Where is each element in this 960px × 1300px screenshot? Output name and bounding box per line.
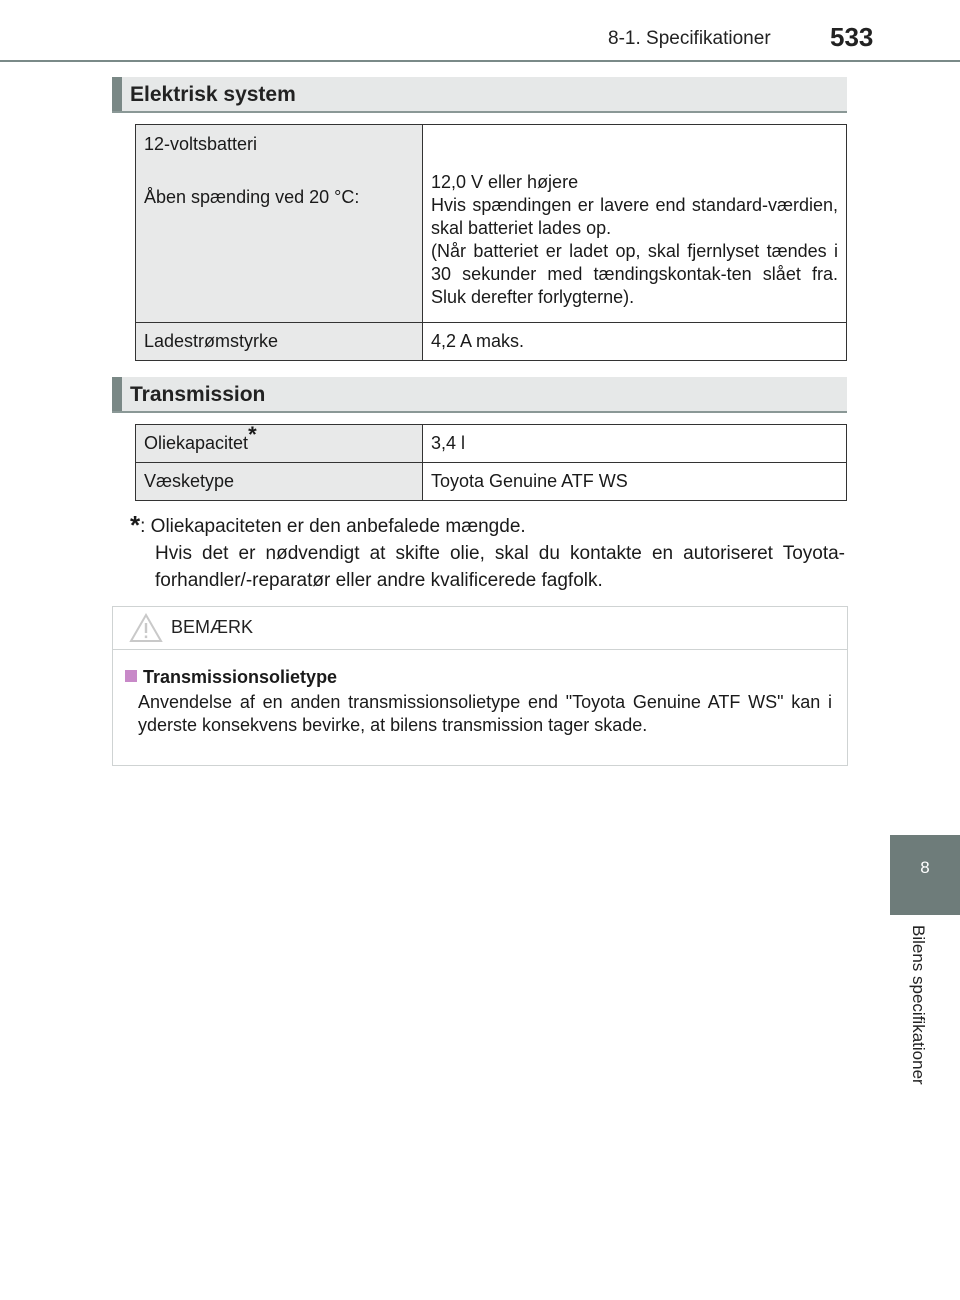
table-row <box>136 463 847 501</box>
electrical-section-header <box>112 77 847 113</box>
bullet-square-icon <box>125 670 137 682</box>
transmission-spec-table <box>135 424 847 501</box>
table-row <box>136 425 847 463</box>
charge-current-value: 4,2 A maks. <box>423 323 847 361</box>
battery-charge-note: Hvis spændingen er lavere end standard-værdien, skal batteriet lades op. <box>431 195 838 238</box>
warning-triangle-icon <box>129 613 163 643</box>
table-row <box>136 323 847 361</box>
battery-key-cell <box>136 125 423 323</box>
chapter-title-vertical: Bilens specifikationer <box>909 925 928 1085</box>
notice-subtitle-text: Transmissionsolietype <box>143 667 338 687</box>
open-voltage-label: Åben spænding ved 20 °C: <box>144 187 360 207</box>
notice-header <box>113 607 847 650</box>
footnote <box>130 512 845 594</box>
battery-value-cell <box>423 125 847 323</box>
charge-current-key: Ladestrømstyrke <box>136 323 423 361</box>
battery-voltage-value: 12,0 V eller højere <box>431 172 579 192</box>
footnote-marker: * <box>248 422 257 447</box>
transmission-section-header <box>112 377 847 413</box>
page-number: 533 <box>830 22 874 52</box>
transmission-section-title: Transmission <box>130 383 266 406</box>
oil-capacity-key: Oliekapacitet <box>144 433 249 453</box>
electrical-section-title: Elektrisk system <box>130 83 296 106</box>
section-accent-bar <box>112 77 122 111</box>
oil-capacity-value: 3,4 l <box>423 425 847 463</box>
fluid-type-key: Væsketype <box>136 463 423 501</box>
section-title: 8-1. Specifikationer <box>608 28 771 49</box>
table-row <box>136 125 847 323</box>
notice-label: BEMÆRK <box>171 617 254 637</box>
battery-highbeam-note: (Når batteriet er ladet op, skal fjernlyset tændes i 30 sekunder med tændingskontak-ten slået fra. Sluk derefter forlygterne). <box>431 241 838 307</box>
header-divider <box>0 60 960 62</box>
notice-body: Anvendelse af en anden transmissionsolietype end "Toyota Genuine ATF WS" kan i yderste konsekvens bevirke, at bilens transmission tager skade. <box>138 692 832 735</box>
footnote-star: * <box>130 510 141 540</box>
notice-subtitle <box>125 667 337 688</box>
electrical-spec-table <box>135 124 847 361</box>
battery-label: 12-voltsbatteri <box>144 134 258 154</box>
oil-capacity-key-cell <box>136 422 423 463</box>
footnote-line1: : Oliekapaciteten er den anbefalede mængde. <box>140 516 526 537</box>
notice-box <box>112 606 848 766</box>
footnote-line2: Hvis det er nødvendigt at skifte olie, skal du kontakte en autoriseret Toyota-forhandler/-reparatør eller andre kvalificerede fagfolk. <box>155 543 845 591</box>
chapter-number: 8 <box>920 858 930 877</box>
section-accent-bar <box>112 377 122 411</box>
fluid-type-value: Toyota Genuine ATF WS <box>423 463 847 501</box>
